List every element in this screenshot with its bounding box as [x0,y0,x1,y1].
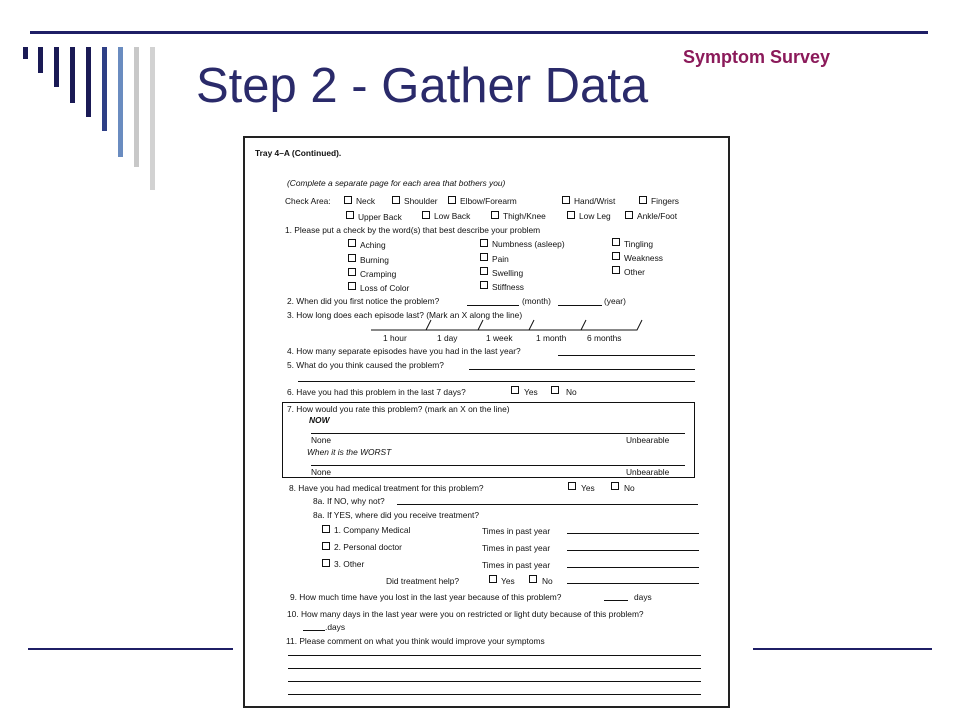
slide-title: Step 2 - Gather Data [196,59,649,113]
scale-tick-label: 1 month [536,333,567,343]
rating-worst-label: When it is the WORST [307,447,392,457]
treatment-option: 2. Personal doctor [334,542,402,552]
rating-worst-scale[interactable] [311,465,685,466]
area-label: Fingers [651,196,679,206]
checkbox-thigh-knee[interactable] [491,211,499,219]
times-field-3[interactable] [567,567,699,568]
rating-now-label: NOW [309,415,330,425]
symptom-survey-form [243,136,730,708]
checkbox-low-leg[interactable] [567,211,575,219]
decorative-bar [23,47,28,59]
question-7: 7. How would you rate this problem? (mark an X on the line) [287,404,510,414]
why-not-field[interactable] [397,504,698,505]
checkbox-ankle-foot[interactable] [625,211,633,219]
checkbox-help-yes[interactable] [489,575,497,583]
times-field-2[interactable] [567,550,699,551]
days-label: .days [325,622,346,632]
times-label: Times in past year [482,543,551,553]
month-field[interactable] [467,305,519,306]
symptom-label: Burning [360,255,389,265]
question-11: 11. Please comment on what you think would improve your symptoms [286,636,545,646]
scale-tick-label: 6 months [587,333,622,343]
decorative-bar [70,47,75,103]
comment-line[interactable] [288,681,701,682]
checkbox-q8-yes[interactable] [568,482,576,490]
yes-label: Yes [524,387,538,397]
scale-min-label: None [311,435,332,445]
area-label: Hand/Wrist [574,196,616,206]
times-label: Times in past year [482,560,551,570]
checkbox-upper-back[interactable] [346,211,354,219]
duration-scale-line[interactable] [371,318,645,332]
checkbox-tingling[interactable] [612,238,620,246]
symptom-label: Weakness [624,253,663,263]
days-label: days [634,592,652,602]
area-label: Thigh/Knee [503,211,546,221]
no-label: No [542,576,553,586]
checkbox-help-no[interactable] [529,575,537,583]
symptom-label: Pain [492,254,509,264]
question-5: 5. What do you think caused the problem? [287,360,444,370]
checkbox-low-back[interactable] [422,211,430,219]
decorative-bar [118,47,123,157]
area-label: Ankle/Foot [637,211,678,221]
yes-label: Yes [501,576,515,586]
question-8a-no: 8a. If NO, why not? [313,496,385,506]
area-label: Upper Back [358,212,402,222]
decorative-bar [150,47,155,190]
month-label: (month) [522,296,551,306]
no-label: No [624,483,635,493]
symptom-label: Other [624,267,645,277]
checkbox-company-medical[interactable] [322,525,330,533]
checkbox-swelling[interactable] [480,267,488,275]
area-label: Elbow/Forearm [460,196,517,206]
question-1: 1. Please put a check by the word(s) that best describe your problem [285,225,541,235]
year-field[interactable] [558,305,602,306]
comment-line[interactable] [288,668,701,669]
symptom-label: Swelling [492,268,524,278]
checkbox-neck[interactable] [344,196,352,204]
checkbox-q6-yes[interactable] [511,386,519,394]
checkbox-fingers[interactable] [639,196,647,204]
bottom-rule-right [753,648,932,650]
question-8a-yes: 8a. If YES, where did you receive treatment? [313,510,480,520]
checkbox-stiffness[interactable] [480,281,488,289]
comment-line[interactable] [288,694,701,695]
restricted-days-field[interactable] [303,630,325,631]
checkbox-hand-wrist[interactable] [562,196,570,204]
checkbox-q8-no[interactable] [611,482,619,490]
checkbox-shoulder[interactable] [392,196,400,204]
decorative-bar [102,47,107,131]
rating-now-scale[interactable] [311,433,685,434]
treatment-option: 1. Company Medical [334,525,411,535]
checkbox-personal-doctor[interactable] [322,542,330,550]
no-label: No [566,387,577,397]
question-3: 3. How long does each episode last? (Mark an X along the line) [287,310,523,320]
slide-subtitle: Symptom Survey [683,47,831,67]
checkbox-other-treatment[interactable] [322,559,330,567]
question-4: 4. How many separate episodes have you had in the last year? [287,346,521,356]
checkbox-q6-no[interactable] [551,386,559,394]
treatment-help-label: Did treatment help? [386,576,460,586]
form-heading: Tray 4–A (Continued). [255,148,342,158]
yes-label: Yes [581,483,595,493]
symptom-label: Numbness (asleep) [492,239,565,249]
area-label: Neck [356,196,376,206]
checkbox-loss-of-color[interactable] [348,282,356,290]
checkbox-weakness[interactable] [612,252,620,260]
year-label: (year) [604,296,626,306]
checkbox-numbness[interactable] [480,239,488,247]
decorative-bar [86,47,91,117]
question-10: 10. How many days in the last year were you on restricted or light duty because of this problem? [287,609,644,619]
question-8: 8. Have you had medical treatment for this problem? [289,483,484,493]
question-2: 2. When did you first notice the problem? [287,296,440,306]
times-label: Times in past year [482,526,551,536]
area-label: Low Back [434,211,471,221]
question-9: 9. How much time have you lost in the last year because of this problem? [290,592,562,602]
checkbox-other-symptom[interactable] [612,266,620,274]
scale-tick-label: 1 week [486,333,513,343]
form-instruction: (Complete a separate page for each area that bothers you) [287,178,506,188]
episodes-field[interactable] [558,355,695,356]
symptom-label: Tingling [624,239,654,249]
days-lost-field[interactable] [604,600,628,601]
decorative-bar [134,47,139,167]
symptom-label: Stiffness [492,282,524,292]
check-area-label: Check Area: [285,196,331,206]
comment-line[interactable] [288,655,701,656]
symptom-label: Loss of Color [360,283,410,293]
scale-min-label: None [311,467,332,477]
decorative-bar [54,47,59,87]
times-field-1[interactable] [567,533,699,534]
symptom-label: Cramping [360,269,397,279]
scale-tick-label: 1 day [437,333,458,343]
area-label: Shoulder [404,196,438,206]
scale-max-label: Unbearable [626,435,670,445]
checkbox-elbow-forearm[interactable] [448,196,456,204]
symptom-label: Aching [360,240,386,250]
treatment-option: 3. Other [334,559,365,569]
decorative-bar [38,47,43,73]
checkbox-cramping[interactable] [348,268,356,276]
checkbox-burning[interactable] [348,254,356,262]
scale-max-label: Unbearable [626,467,670,477]
question-6: 6. Have you had this problem in the last 7 days? [287,387,466,397]
scale-tick-label: 1 hour [383,333,407,343]
cause-field-2[interactable] [298,381,695,382]
area-label: Low Leg [579,211,611,221]
checkbox-aching[interactable] [348,239,356,247]
cause-field-1[interactable] [469,369,695,370]
bottom-rule-left [28,648,233,650]
checkbox-pain[interactable] [480,253,488,261]
top-rule [30,31,928,34]
help-field[interactable] [567,583,699,584]
